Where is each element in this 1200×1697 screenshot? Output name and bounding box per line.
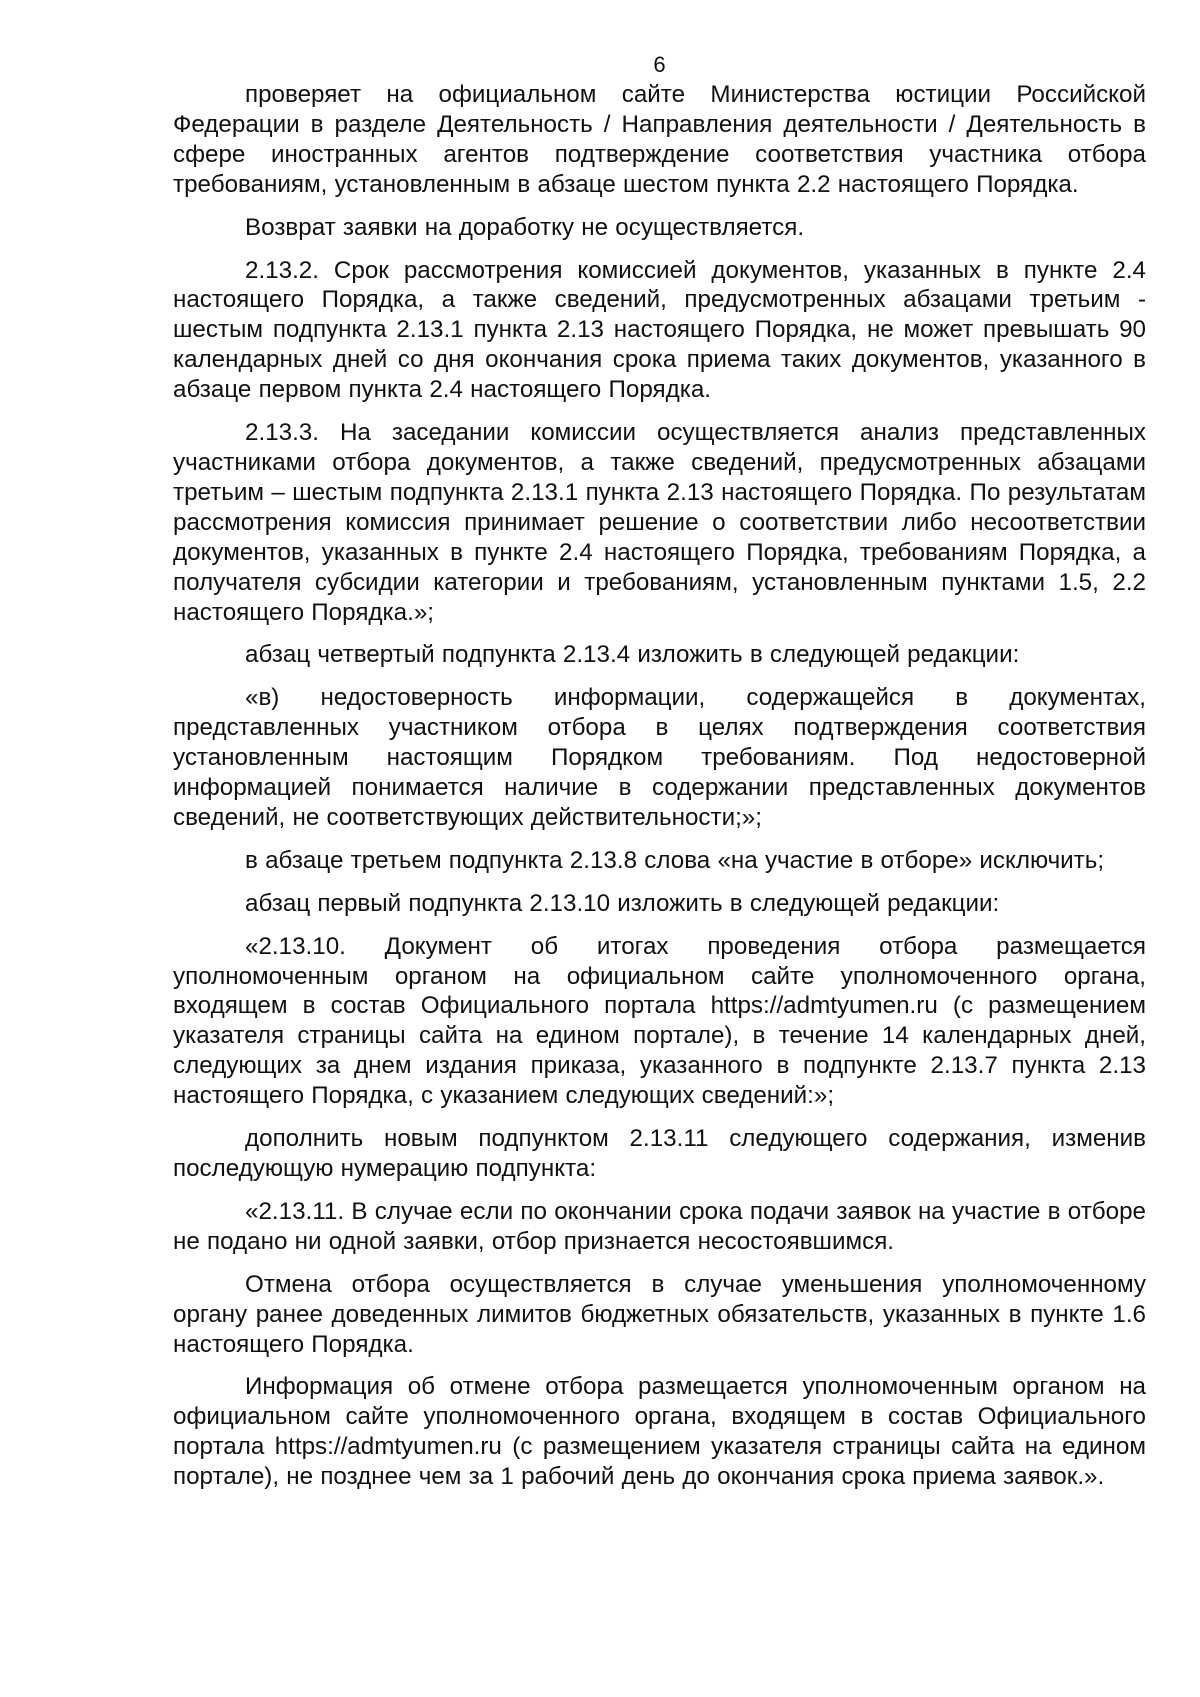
paragraph-amend-2-13-8: в абзаце третьем подпункта 2.13.8 слова «на участие в отборе» исключить; bbox=[245, 846, 1105, 874]
paragraph-continuation-verification: проверяет на официальном сайте Министерства юстиции Российской Федерации в разделе Деятельность / Направления деятельности / Деятельность в сфере иностранных агентов подтверждение соответствия участника отбора требованиям, установленным в абзаце шестом пункта 2.2 настоящего Порядка. bbox=[173, 81, 1146, 198]
paragraph-2-13-2: 2.13.2. Срок рассмотрения комиссией документов, указанных в пункте 2.4 настоящего Порядка, а также сведений, предусмотренных абзацами третьим - шестым подпункта 2.13.1 пункта 2.13 настоящего Порядка, не может превышать 90 календарных дней со дня окончания срока приема таких документов, указанного в абзаце первом пункта 2.4 настоящего Порядка. bbox=[173, 256, 1146, 404]
paragraph-quote-v: «в) недостоверность информации, содержащейся в документах, представленных участником отбора в целях подтверждения соответствия установленным настоящим Порядком требованиям. Под недостоверной информацией понимается наличие в содержании представленных документов сведений, не соответствующих действительности;»; bbox=[173, 684, 1146, 831]
paragraph-amend-2-13-10: абзац первый подпункта 2.13.10 изложить в следующей редакции: bbox=[245, 889, 1000, 917]
paragraph-amend-2-13-4: абзац четвертый подпункта 2.13.4 изложить в следующей редакции: bbox=[245, 641, 1020, 669]
paragraph-quote-2-13-11: «2.13.11. В случае если по окончании срока подачи заявок на участие в отборе не подано ни одной заявки, отбор признается несостоявшимся. bbox=[173, 1197, 1146, 1255]
paragraph-cancellation: Отмена отбора осуществляется в случае уменьшения уполномоченному органу ранее доведенных лимитов бюджетных обязательств, указанных в пункте 1.6 настоящего Порядка. bbox=[173, 1270, 1146, 1358]
document-page bbox=[173, 52, 1146, 1505]
paragraph-cancellation-info: Информация об отмене отбора размещается уполномоченным органом на официальном сайте уполномоченного органа, входящем в состав Официального портала https://admtyumen.ru (с размещением указателя страницы сайта на едином портале), не позднее чем за 1 рабочий день до окончания срока приема заявок.». bbox=[173, 1373, 1146, 1491]
paragraph-no-return: Возврат заявки на доработку не осуществляется. bbox=[245, 213, 805, 241]
paragraph-2-13-3: 2.13.3. На заседании комиссии осуществляется анализ представленных участниками отбора документов, а также сведений, предусмотренных абзацами третьим – шестым подпункта 2.13.1 пункта 2.13 настоящего Порядка. По результатам рассмотрения комиссия принимает решение о соответствии либо несоответствии документов, указанных в пункте 2.4 настоящего Порядка, требованиям Порядка, а получателя субсидии категории и требованиям, установленным пунктами 1.5, 2.2 настоящего Порядка.»; bbox=[173, 419, 1146, 626]
page-number: 6 bbox=[653, 52, 666, 77]
paragraph-add-2-13-11: дополнить новым подпунктом 2.13.11 следующего содержания, изменив последующую нумерацию подпункта: bbox=[173, 1125, 1146, 1182]
paragraph-quote-2-13-10: «2.13.10. Документ об итогах проведения отбора размещается уполномоченным органом на официальном сайте уполномоченного органа, входящем в состав Официального портала https://admtyumen.ru (с размещением указателя страницы сайта на едином портале), в течение 14 календарных дней, следующих за днем издания приказа, указанного в подпункте 2.13.7 пункта 2.13 настоящего Порядка, с указанием следующих сведений:»; bbox=[173, 932, 1146, 1110]
